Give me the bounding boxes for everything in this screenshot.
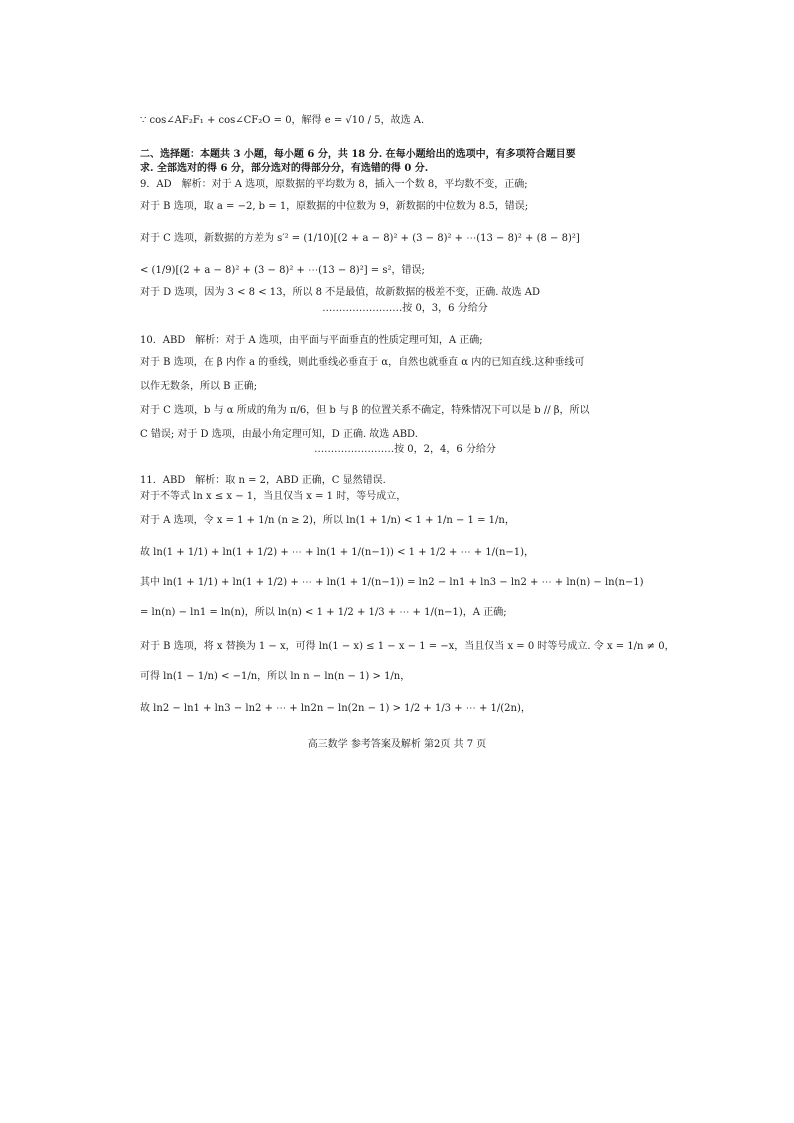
q11-option-a-result: = ln(n) − ln1 = ln(n)，所以 ln(n) < 1 + 1/2 + 1/3 + ⋯ + 1/(n−1)，A 正确;: [140, 607, 507, 618]
q11-option-a-sum: 故 ln(1 + 1/1) + ln(1 + 1/2) + ⋯ + ln(1 + 1/(n−1)) < 1 + 1/2 + ⋯ + 1/(n−1)，: [140, 547, 535, 558]
q11-option-b: 对于 B 选项，将 x 替换为 1 − x，可得 ln(1 − x) ≤ 1 − x − 1 = −x，当且仅当 x = 0 时等号成立. 令 x = 1/n ≠ 0，: [140, 641, 675, 652]
q10-option-b-cont: 以作无数条，所以 B 正确;: [140, 381, 258, 392]
q11-option-b-sum: 故 ln2 − ln1 + ln3 − ln2 + ⋯ + ln2n − ln(2n − 1) > 1/2 + 1/3 + ⋯ + 1/(2n)，: [140, 703, 531, 714]
q10-option-b: 对于 B 选项，在 β 内作 a 的垂线，则此垂线必垂直于 α，自然也就垂直 α 内的已知直线.这种垂线可: [140, 357, 585, 368]
q11-option-a: 对于 A 选项，令 x = 1 + 1/n (n ≥ 2)，所以 ln(1 + 1/n) < 1 + 1/n − 1 = 1/n，: [140, 515, 515, 526]
q11-inequality: 对于不等式 ln x ≤ x − 1，当且仅当 x = 1 时，等号成立，: [140, 491, 407, 502]
text-line-conclusion-a: ∵ cos∠AF₂F₁ + cos∠CF₂O = 0，解得 e = √10 / 5，故选 A.: [140, 115, 425, 126]
q9-option-c-cont: < (1/9)[(2 + a − 8)² + (3 − 8)² + ⋯(13 − 8)²] = s²，错误;: [140, 265, 425, 276]
page-footer: 高三数学 参考答案及解析 第2页 共 7 页: [307, 739, 487, 750]
q9-scoring: ……………………按 0，3，6 分给分: [322, 303, 488, 314]
q10-scoring: ……………………按 0，2，4，6 分给分: [314, 444, 496, 455]
q9-answer: 9．AD 解析：对于 A 选项，原数据的平均数为 8，插入一个数 8，平均数不变，正确;: [140, 179, 528, 190]
q9-option-c: 对于 C 选项，新数据的方差为 s′² = (1/10)[(2 + a − 8)² + (3 − 8)² + ⋯(13 − 8)² + (8 − 8)²]: [140, 233, 580, 244]
q10-option-c: 对于 C 选项，b 与 α 所成的角为 π/6，但 b 与 β 的位置关系不确定，特殊情况下可以是 b // β，所以: [140, 405, 590, 416]
q10-answer: 10．ABD 解析：对于 A 选项，由平面与平面垂直的性质定理可知，A 正确;: [140, 335, 483, 346]
section-heading: 二、选择题：本题共 3 小题，每小题 6 分，共 18 分. 在每小题给出的选项中，有多项符合题目要: [140, 149, 576, 160]
section-heading-cont: 求. 全部选对的得 6 分，部分选对的得部分分，有选错的得 0 分.: [140, 163, 429, 174]
q9-option-b: 对于 B 选项，取 a = −2, b = 1，原数据的中位数为 9，新数据的中位数为 8.5，错误;: [140, 201, 529, 212]
q11-option-b-cont: 可得 ln(1 − 1/n) < −1/n，所以 ln n − ln(n − 1) > 1/n，: [140, 671, 411, 682]
q11-option-a-telescope: 其中 ln(1 + 1/1) + ln(1 + 1/2) + ⋯ + ln(1 + 1/(n−1)) = ln2 − ln1 + ln3 − ln2 + ⋯ + ln(n) − ln(n−1): [140, 577, 644, 588]
q10-option-d: C 错误; 对于 D 选项，由最小角定理可知，D 正确. 故选 ABD.: [140, 429, 418, 440]
q9-option-d: 对于 D 选项，因为 3 < 8 < 13，所以 8 不是最值，故新数据的极差不变，正确. 故选 AD: [140, 287, 540, 298]
q11-answer: 11．ABD 解析：取 n = 2，ABD 正确，C 显然错误.: [140, 475, 386, 486]
